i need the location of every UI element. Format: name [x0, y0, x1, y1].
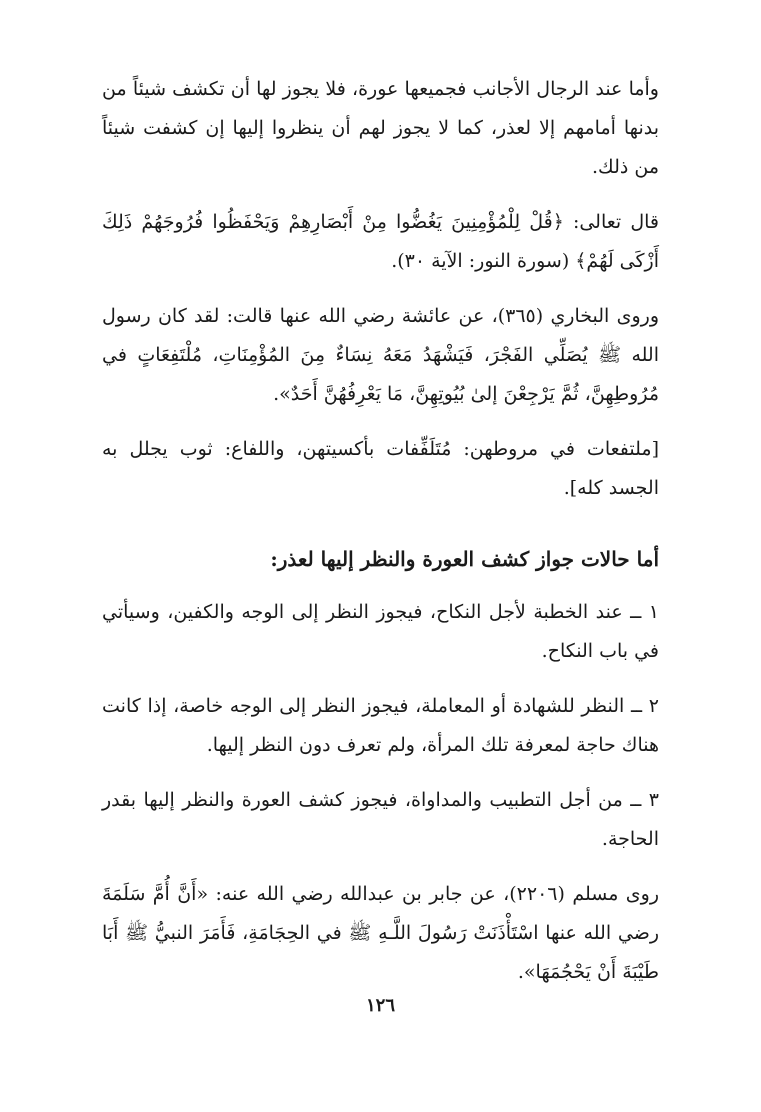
- paragraph-explanation-note: [ملتفعات في مروطهن: مُتَلَفِّفات بأكسيتهن، واللفاع: ثوب يجلل به الجسد كله].: [102, 438, 659, 499]
- page-number: ١٢٦: [365, 995, 395, 1016]
- paragraph-awrah-foreign-men: وأما عند الرجال الأجانب فجميعها عورة، فلا يجوز لها أن تكشف شيئاً من بدنها أمامهم إلا لعذر، كما لا يجوز لهم أن ينظروا إليها إن كشفت شيئاً من ذلك.: [102, 78, 659, 178]
- list-item-engagement: ١ ــ عند الخطبة لأجل النكاح، فيجوز النظر إلى الوجه والكفين، وسيأتي في باب النكاح.: [102, 601, 659, 662]
- list-item-medical: ٣ ــ من أجل التطبيب والمداواة، فيجوز كشف العورة والنظر إليها بقدر الحاجة.: [102, 789, 659, 850]
- paragraph-quran-verse: قال تعالى: ﴿قُلْ لِلْمُؤْمِنِينَ يَغُضُّوا مِنْ أَبْصَارِهِمْ وَيَحْفَظُوا فُرُوجَهُمْ ذَلِكَ أَزْكَى لَهُمْ﴾ (سورة النور: الآية ٣٠).: [102, 211, 659, 272]
- list-item-testimony: ٢ ــ النظر للشهادة أو المعاملة، فيجوز النظر إلى الوجه خاصة، إذا كانت هناك حاجة لمعرفة تلك المرأة، ولم تعرف دون النظر إليها.: [102, 695, 659, 756]
- section-heading: أما حالات جواز كشف العورة والنظر إليها لعذر:: [270, 547, 659, 571]
- paragraph-muslim-hadith: روى مسلم (٢٢٠٦)، عن جابر بن عبدالله رضي الله عنه: «أَنَّ أُمَّ سَلَمَةَ رضي الله عنها اسْتَأْذَنَتْ رَسُولَ اللَّـهِ ﷺ في الحِجَامَةِ، فَأَمَرَ النبيُّ ﷺ أَبَا طَيْبَةَ أَنْ يَحْجُمَهَا».: [102, 883, 660, 983]
- paragraph-bukhari-hadith: وروى البخاري (٣٦٥)، عن عائشة رضي الله عنها قالت: لقد كان رسول الله ﷺ يُصَلِّي الفَجْرَ، فَيَشْهَدُ مَعَهُ نِسَاءٌ مِنَ المُؤْمِنَاتِ، مُلْتَفِعَاتٍ في مُرُوطِهِنَّ، ثُمَّ يَرْجِعْنَ إلىٰ بُيُوتِهِنَّ، مَا يَعْرِفُهُنَّ أَحَدٌ».: [102, 305, 659, 405]
